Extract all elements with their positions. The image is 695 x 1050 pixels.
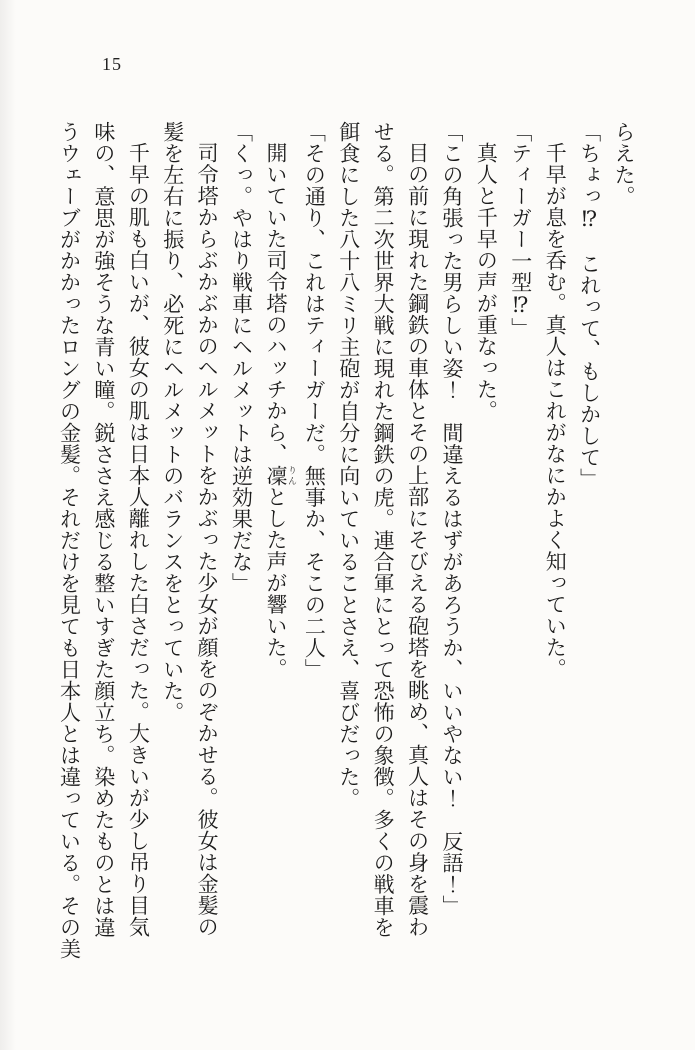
text-block <box>52 121 641 966</box>
text-line: らえた。 <box>612 121 636 207</box>
text-line: 「ティーガー一型⁉」 <box>508 121 533 339</box>
text-line: 餌食にした八十八ミリ主砲が自分に向いていることさえ、喜びだった。 <box>336 121 361 809</box>
page-edge-shadow <box>0 0 16 1050</box>
text-line: 開いていた司令塔のハッチから、凜 りんとした声が響いた。 <box>263 142 297 680</box>
text-line: 「その通り、これはティーガーだ。無事か、そこの二人」 <box>302 121 327 680</box>
text-line: 味の、意思が強そうな青い瞳。鋭ささえ感じる整いすぎた顔立ち。染めたものとは違 <box>91 121 116 938</box>
text-line: 髪を左右に振り、必死にヘルメットのバランスをとっていた。 <box>160 121 185 723</box>
text-line: 千早の肌も白いが、彼女の肌は日本人離れした白さだった。大きいが少し吊り目気 <box>126 142 151 938</box>
text-line: 「くっ。やはり戦車にヘルメットは逆効果だな」 <box>229 121 254 594</box>
page-number: 15 <box>102 54 122 74</box>
text-line: 千早が息を呑む。真人はこれがなにかよく知っていた。 <box>543 142 568 680</box>
text-line: 「ちょっ⁉ これって、もしかして」 <box>577 121 602 490</box>
text-line: 司令塔からぶかぶかのヘルメットをかぶった少女が顔をのぞかせる。彼女は金髪の <box>195 142 220 938</box>
ruby-annotated-text: 凜 りん <box>263 464 297 486</box>
text-line: うウェーブがかかったロングの金髪。それだけを見ても日本人とは違っている。その美 <box>57 121 82 960</box>
text-line: 真人と千早の声が重なった。 <box>474 142 499 422</box>
text-line: 目の前に現れた鋼鉄の車体とその上部にそびえる砲塔を眺め、真人はその身を震わ <box>405 142 430 938</box>
text-line: せる。第二次世界大戦に現れた鋼鉄の虎。連合軍にとって恐怖の象徴。多くの戦車を <box>371 121 396 938</box>
text-line: 「この角張った男らしい姿！ 間違えるはずがあろうか、いいやない！ 反語！」 <box>439 121 464 917</box>
